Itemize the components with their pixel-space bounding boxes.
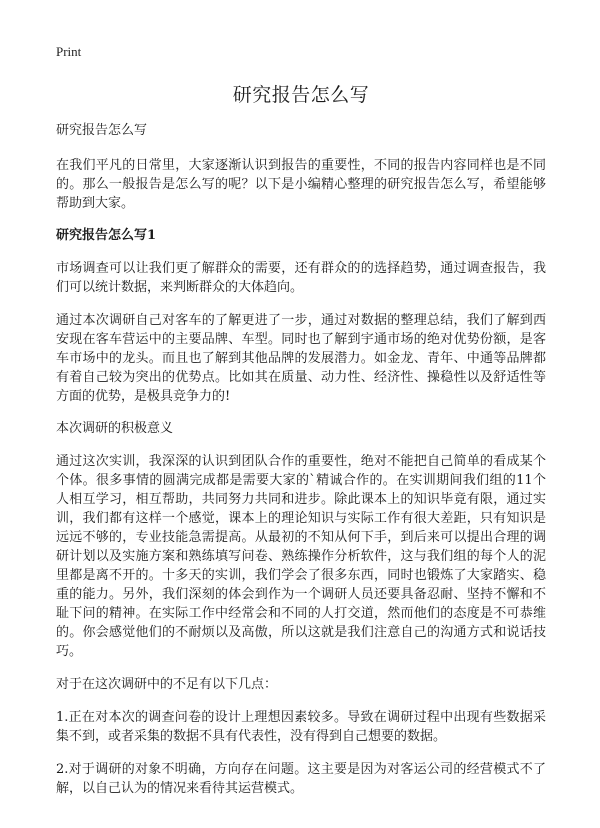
page-title: 研究报告怎么写 [232,84,370,106]
paragraph-shortcoming-1: 1.正在对本次的调查问卷的设计上理想因素较多。导致在调研过程中出现有些数据采集不到，或者采集的数据不具有代表性，没有得到自己想要的数据。 [56,710,546,744]
document-subtitle: 研究报告怎么写 [56,123,148,138]
intro-paragraph: 在我们平凡的日常里，大家逐渐认识到报告的重要性，不同的报告内容同样也是不同的。那么一般报告是怎么写的呢？以下是小编精心整理的研究报告怎么写，希望能够帮助到大家。 [56,158,546,211]
print-link[interactable]: Print [56,44,82,59]
paragraph-shortcomings-intro: 对于在这次调研中的不足有以下几点： [56,677,278,692]
paragraph-market-survey: 市场调查可以让我们更了解群众的需要，还有群众的的选择趋势，通过调查报告，我们可以统计数据，来判断群众的大体趋向。 [56,261,546,295]
paragraph-bus-research: 通过本次调研自己对客车的了解更进了一步，通过对数据的整理总结，我们了解到西安现在客车营运中的主要品牌、车型。同时也了解到宇通市场的绝对优势份额，是客车市场中的龙头。而且也了解到其他品牌的发展潜力。如金龙、青年、中通等品牌都有着自己较为突出的优势点。比如其在质量、动力性、经济性、操稳性以及舒适性等方面的优势，是极具竞争力的! [56,313,546,404]
paragraph-training: 通过这次实训，我深深的认识到团队合作的重要性，绝对不能把自己简单的看成某个个体。很多事情的圆满完成都是需要大家的`精诚合作的。在实训期间我们组的11个人相互学习，相互帮助，共同努力共同和进步。除此课本上的知识毕竟有限，通过实训，我们都有这样一个感觉，课本上的理论知识与实际工作有很大差距，只有知识是远远不够的，专业技能急需提高。从最初的不知从何下手，到后来可以提出合理的调研计划以及实施方案和熟练填写问卷、熟练操作分析软件，这与我们组的每个人的泥里都是离不开的。十多天的实训，我们学会了很多东西，同时也锻炼了大家踏实、稳重的能力。另外，我们深刻的体会到作为一个调研人员还要具备忍耐、坚持不懈和不耻下问的精神。在实际工作中经常会和不同的人打交道，然而他们的态度是不可恭维的。你会感觉他们的不耐烦以及高傲，所以这就是我们注意自己的沟通方式和说话技巧。 [56,454,546,659]
paragraph-shortcoming-2: 2.对于调研的对象不明确，方向存在问题。这主要是因为对客运公司的经营模式不了解，以自己认为的情况来看待其运营模式。 [56,762,546,796]
subheading-positive-significance: 本次调研的积极意义 [56,421,174,436]
section-heading-1: 研究报告怎么写1 [56,228,157,243]
